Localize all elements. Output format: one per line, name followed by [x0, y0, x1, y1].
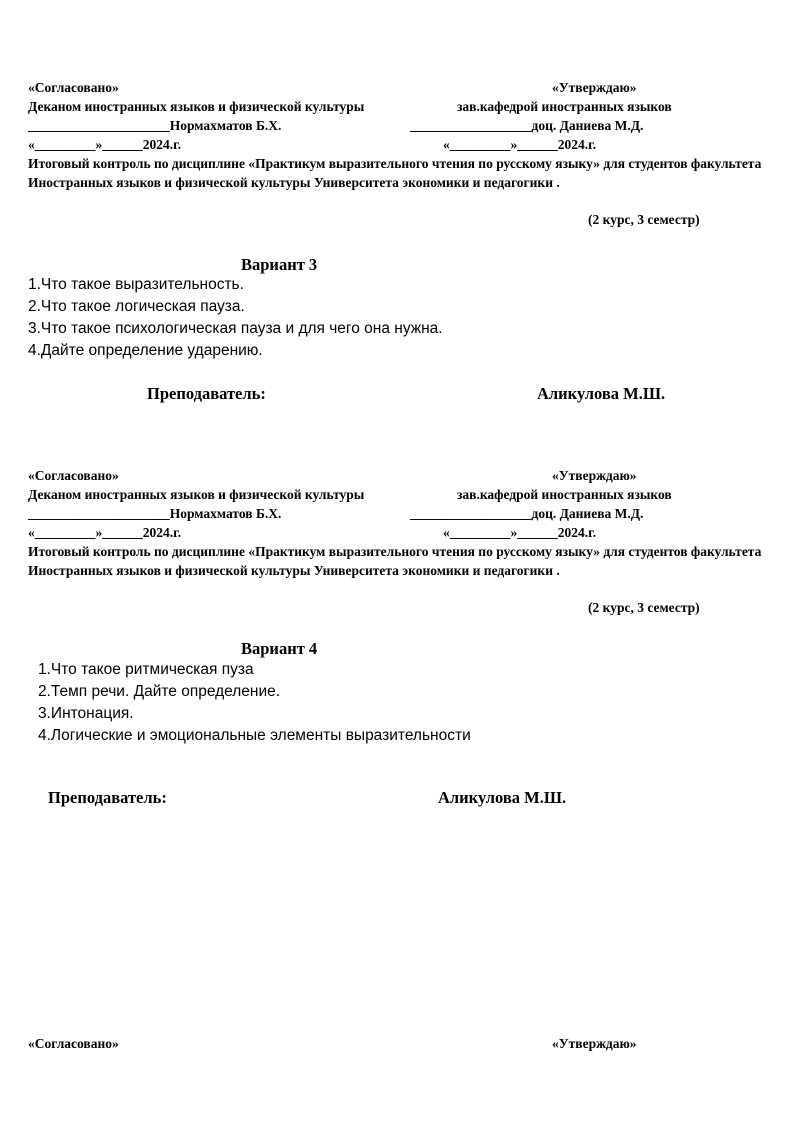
dean-signature-line: _____________________Нормахматов Б.Х.: [28, 118, 282, 133]
head-signature-line: __________________доц. Даниева М.Д.: [410, 506, 644, 521]
head-signature-line: __________________доц. Даниева М.Д.: [410, 118, 644, 133]
question-item: 4.Логические и эмоциональные элементы выразительности: [38, 727, 471, 744]
teacher-label: Преподаватель:: [147, 384, 266, 403]
dean-title: Деканом иностранных языков и физической культуры: [28, 487, 365, 502]
exam-intro: Итоговый контроль по дисциплине «Практикум выразительного чтения по русскому языку» для студентов факультета Иностранных языков и физической культуры Университета экономики и педагогики .: [28, 156, 762, 190]
variant-title: Вариант 4: [241, 639, 318, 658]
question-item: 4.Дайте определение ударению.: [28, 342, 263, 359]
course-semester: (2 курс, 3 семестр): [588, 600, 700, 615]
question-item: 2.Темп речи. Дайте определение.: [38, 683, 281, 700]
question-item: 3.Интонация.: [38, 705, 134, 722]
agreed-label: «Согласовано»: [28, 468, 119, 483]
question-item: 2.Что такое логическая пауза.: [28, 298, 245, 315]
approve-label: «Утверждаю»: [552, 468, 637, 483]
agreed-label: «Согласовано»: [28, 80, 119, 95]
teacher-name: Аликулова М.Ш.: [537, 384, 666, 403]
teacher-label: Преподаватель:: [48, 788, 167, 807]
exam-intro: Итоговый контроль по дисциплине «Практикум выразительного чтения по русскому языку» для студентов факультета Иностранных языков и физической культуры Университета экономики и педагогики .: [28, 544, 762, 578]
dean-title: Деканом иностранных языков и физической культуры: [28, 99, 365, 114]
agreed-label: «Согласовано»: [28, 1036, 119, 1051]
dean-date: «_________»______2024.г.: [28, 525, 182, 540]
head-date: «_________»______2024.г.: [443, 525, 597, 540]
course-semester: (2 курс, 3 семестр): [588, 212, 700, 227]
approve-label: «Утверждаю»: [552, 1036, 637, 1051]
head-date: «_________»______2024.г.: [443, 137, 597, 152]
question-item: 1.Что такое выразительность.: [28, 276, 244, 293]
variant-title: Вариант 3: [241, 255, 318, 274]
dean-date: «_________»______2024.г.: [28, 137, 182, 152]
question-item: 1.Что такое ритмическая пуза: [38, 661, 254, 678]
head-title: зав.кафедрой иностранных языков: [457, 487, 672, 502]
approve-label: «Утверждаю»: [552, 80, 637, 95]
teacher-name: Аликулова М.Ш.: [438, 788, 567, 807]
question-item: 3.Что такое психологическая пауза и для чего она нужна.: [28, 320, 443, 337]
head-title: зав.кафедрой иностранных языков: [457, 99, 672, 114]
dean-signature-line: _____________________Нормахматов Б.Х.: [28, 506, 282, 521]
